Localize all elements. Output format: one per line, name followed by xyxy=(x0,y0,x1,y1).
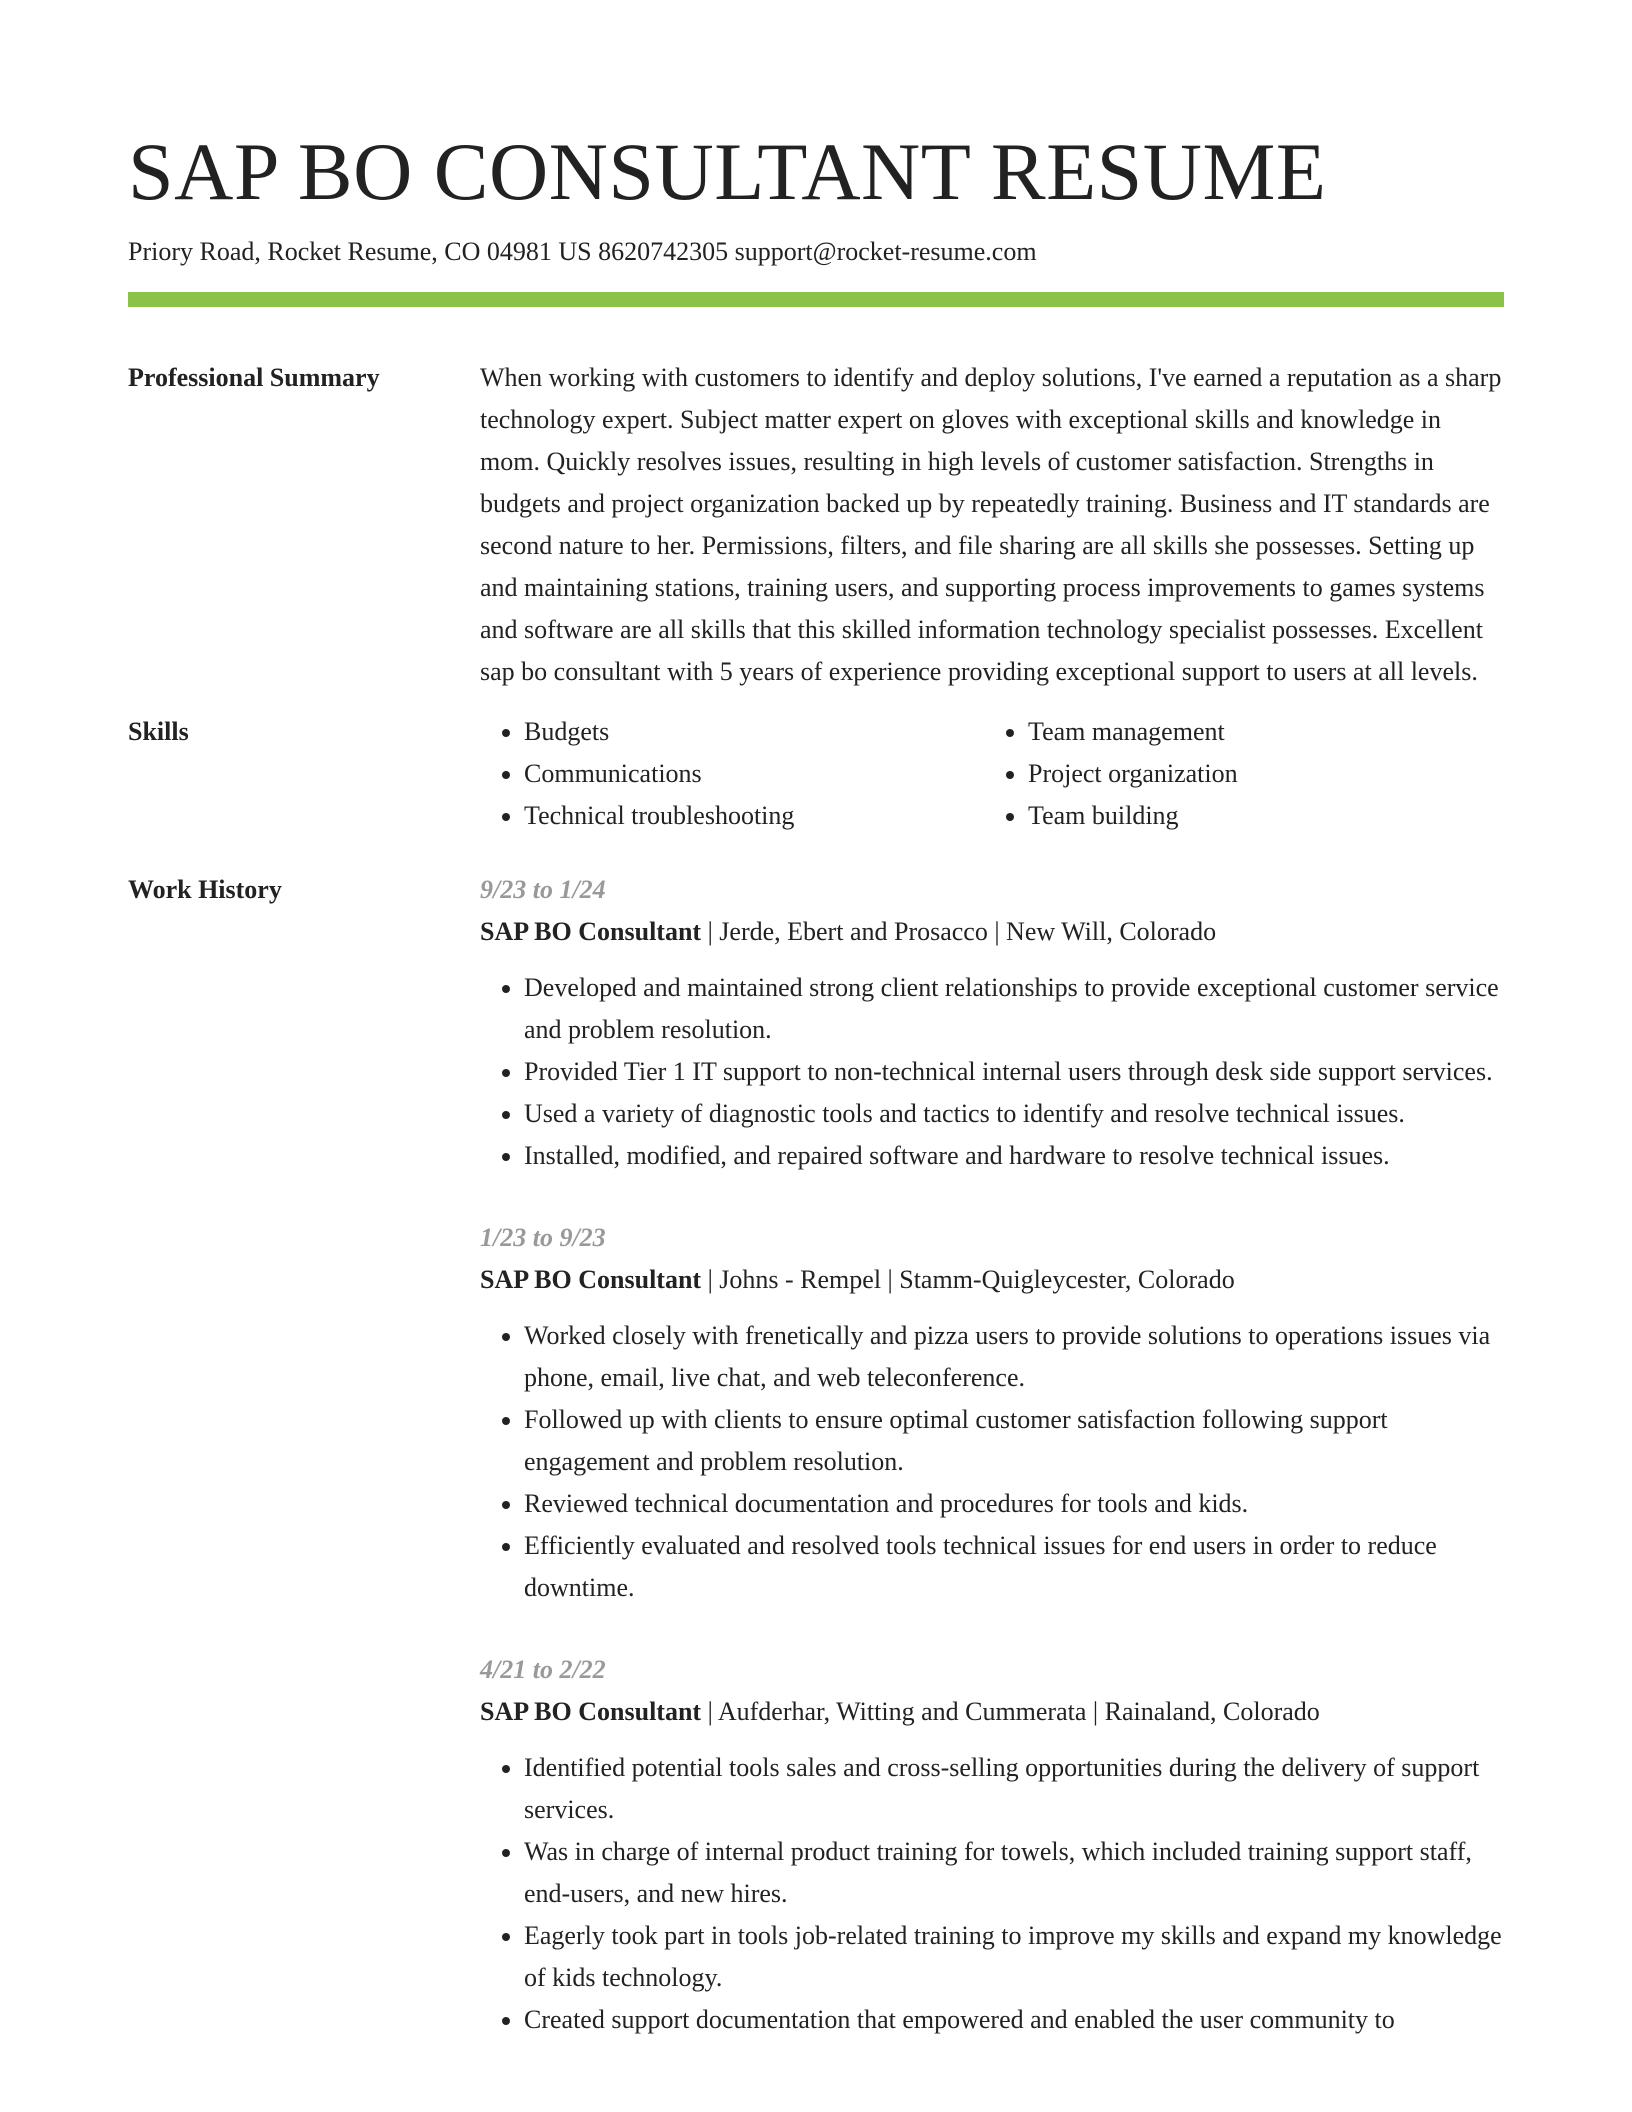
summary-section xyxy=(128,357,1504,693)
section-label-summary: Professional Summary xyxy=(128,363,380,392)
job-bullet: • Worked closely with frenetically and pizza users to provide solutions to operations issues via phone, email, live chat, and web teleconference. xyxy=(524,1315,1504,1399)
work-history-list xyxy=(480,869,1504,2081)
resume-title: SAP BO CONSULTANT RESUME xyxy=(128,126,1327,217)
job-bullets xyxy=(480,1315,1504,1609)
job-bullet: • Reviewed technical documentation and procedures for tools and kids. xyxy=(524,1483,1504,1525)
job-bullet: • Created support documentation that empowered and enabled the user community to xyxy=(524,1999,1504,2041)
job-bullet: • Efficiently evaluated and resolved tools technical issues for end users in order to reduce downtime. xyxy=(524,1525,1504,1609)
summary-text: When working with customers to identify and deploy solutions, I've earned a reputation as a sharp technology expert. Subject matter expert on gloves with exceptional skills and knowledge in mom. Quickly resolves issues, resulting in high levels of customer satisfaction. Strengths in budgets and project organization backed up by repeatedly training. Business and IT standards are second nature to her. Permissions, filters, and file sharing are all skills she possesses. Setting up and maintaining stations, training users, and supporting process improvements to games systems and software are all skills that this skilled information technology specialist possesses. Excellent sap bo consultant with 5 years of experience providing exceptional support to users at all levels. xyxy=(480,363,1502,686)
job-details: | Aufderhar, Witting and Cummerata | Rainaland, Colorado xyxy=(701,1697,1320,1726)
job-bullet: • Eagerly took part in tools job-related training to improve my skills and expand my knowledge of kids technology. xyxy=(524,1915,1504,1999)
job-entry xyxy=(480,1217,1504,1609)
job-dates: 1/23 to 9/23 xyxy=(480,1223,606,1252)
skill-item: • Communications xyxy=(524,753,984,795)
job-header xyxy=(480,911,1504,953)
section-label-work: Work History xyxy=(128,875,282,904)
job-title: SAP BO Consultant xyxy=(480,1697,702,1726)
skill-item: • Project organization xyxy=(1028,753,1488,795)
job-bullets xyxy=(480,967,1504,1177)
job-title: SAP BO Consultant xyxy=(480,917,702,946)
skill-item: • Technical troubleshooting xyxy=(524,795,984,837)
job-entry xyxy=(480,1649,1504,2041)
job-header xyxy=(480,1259,1504,1301)
header-accent-rule xyxy=(128,292,1504,307)
contact-line: Priory Road, Rocket Resume, CO 04981 US 8620742305 support@rocket-resume.com xyxy=(128,237,1037,266)
job-bullet: • Installed, modified, and repaired software and hardware to resolve technical issues. xyxy=(524,1135,1504,1177)
job-header xyxy=(480,1691,1504,1733)
job-details: | Johns - Rempel | Stamm-Quigleycester, Colorado xyxy=(701,1265,1235,1294)
skill-item: • Team management xyxy=(1028,711,1488,753)
skills-list xyxy=(480,711,1504,837)
job-dates: 4/21 to 2/22 xyxy=(480,1655,606,1684)
work-history-section xyxy=(128,869,1504,2081)
job-entry xyxy=(480,869,1504,1177)
skills-column-1 xyxy=(480,711,984,837)
job-bullet: • Was in charge of internal product training for towels, which included training support staff, end-users, and new hires. xyxy=(524,1831,1504,1915)
job-bullet: • Used a variety of diagnostic tools and tactics to identify and resolve technical issues. xyxy=(524,1093,1504,1135)
job-bullet: • Followed up with clients to ensure optimal customer satisfaction following support engagement and problem resolution. xyxy=(524,1399,1504,1483)
section-label-skills: Skills xyxy=(128,717,189,746)
job-bullet: • Developed and maintained strong client relationships to provide exceptional customer service and problem resolution. xyxy=(524,967,1504,1051)
job-bullets xyxy=(480,1747,1504,2041)
skill-item: • Budgets xyxy=(524,711,984,753)
skill-item: • Team building xyxy=(1028,795,1488,837)
job-bullet: • Identified potential tools sales and cross-selling opportunities during the delivery of support services. xyxy=(524,1747,1504,1831)
job-bullet: • Provided Tier 1 IT support to non-technical internal users through desk side support services. xyxy=(524,1051,1504,1093)
job-details: | Jerde, Ebert and Prosacco | New Will, Colorado xyxy=(701,917,1217,946)
skills-column-2 xyxy=(984,711,1488,837)
job-dates: 9/23 to 1/24 xyxy=(480,875,606,904)
skills-section xyxy=(128,711,1504,837)
resume-page xyxy=(128,0,1504,2081)
job-title: SAP BO Consultant xyxy=(480,1265,702,1294)
